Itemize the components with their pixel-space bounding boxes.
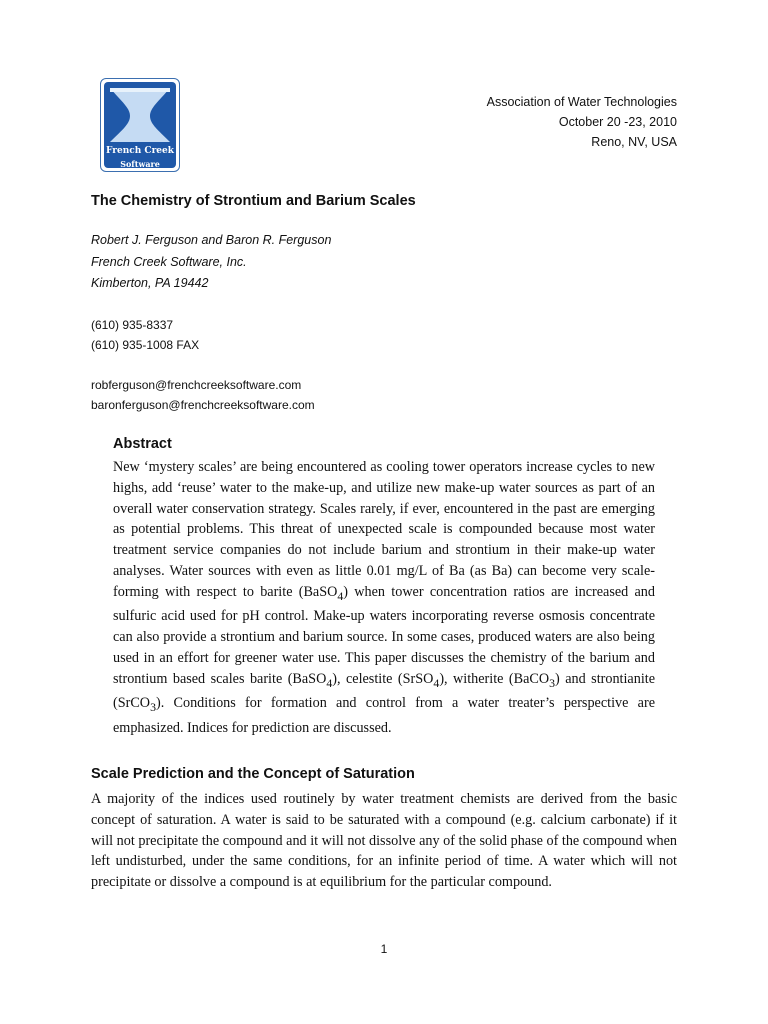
abstract-text-part5: ) and strontianite (SrCO — [113, 670, 656, 712]
section-heading: Scale Prediction and the Concept of Saturation — [91, 766, 415, 782]
author-company: French Creek Software, Inc. — [91, 254, 247, 269]
author-names: Robert J. Ferguson and Baron R. Ferguson — [91, 233, 332, 247]
section-text: A majority of the indices used routinely by water treatment chemists are derived from the basic concept of saturation. A water is said to be saturated with a compound (e.g. calcium carbonate) if it will not precipitate the compound and it will not dissolve any of the solid phase of the compound when left undisturbed, under the same conditions, for an infinite period of time. A water which will not precipitate or dissolve a compound is at equilibrium for the particular compound. — [91, 791, 677, 891]
abstract-text-part1: New ‘mystery scales’ are being encountered as cooling tower operators increase cycles to new highs, add ‘reuse’ water to the make-up, and utilize new make-up water sources as part of an overall water conservation strategy. Scales rarely, if ever, encountered in the past are emerging as potential problems. This threat of unexpected scale is compounded because most water treatment service companies do not include barium and strontium in their make-up water analyses. Water sources with even as little 0.01 mg/L of Ba (as Ba) can become very scale-forming with respect to barite (BaSO — [113, 459, 655, 600]
subscript-celestite: 4 — [433, 675, 440, 690]
conference-location: Reno, NV, USA — [591, 135, 677, 149]
author-address: Kimberton, PA 19442 — [91, 276, 209, 290]
conference-name: Association of Water Technologies — [486, 95, 677, 109]
logo-text-line1: French Creek — [106, 146, 174, 156]
abstract-text-part2: ) when tower concentration ratios are increased and sulfuric acid used for pH control. Make-up waters incorporating reverse osmosis concentrate can also provide a strontium and barium source. In some cases, produced waters are also being used in an effort for greener water use. This paper discusses the chemistry of the barium and strontium based scales barite (BaSO — [113, 583, 655, 687]
conference-info — [487, 92, 677, 152]
fax-number: (610) 935-1008 FAX — [91, 338, 200, 352]
subscript-witherite: 3 — [549, 675, 556, 690]
phone-block — [91, 315, 199, 355]
email-rob[interactable]: robferguson@frenchcreeksoftware.com — [91, 378, 302, 392]
french-creek-logo — [100, 78, 180, 172]
logo-emblem — [104, 82, 176, 168]
subscript-barite-2: 4 — [326, 675, 333, 690]
paper-title: The Chemistry of Strontium and Barium Scales — [91, 193, 416, 209]
author-block — [91, 230, 331, 295]
subscript-strontianite: 3 — [150, 700, 156, 715]
email-block — [91, 375, 315, 415]
page-number: 1 — [380, 942, 388, 956]
abstract-text — [113, 457, 655, 739]
abstract-heading: Abstract — [113, 436, 172, 452]
abstract-text-part6: ). Conditions for formation and control from a water treater’s perspective are emphasized. Indices for prediction are discussed. — [113, 695, 655, 737]
conference-dates: October 20 -23, 2010 — [558, 115, 677, 129]
subscript-barite-1: 4 — [337, 588, 344, 603]
phone-number: (610) 935-8337 — [91, 318, 174, 332]
abstract-text-part4: ), witherite (BaCO — [439, 670, 550, 687]
email-baron[interactable]: baronferguson@frenchcreeksoftware.com — [91, 398, 315, 412]
abstract-text-part3: ), celestite (SrSO — [332, 670, 434, 687]
logo-text-line2: Software — [120, 159, 160, 168]
